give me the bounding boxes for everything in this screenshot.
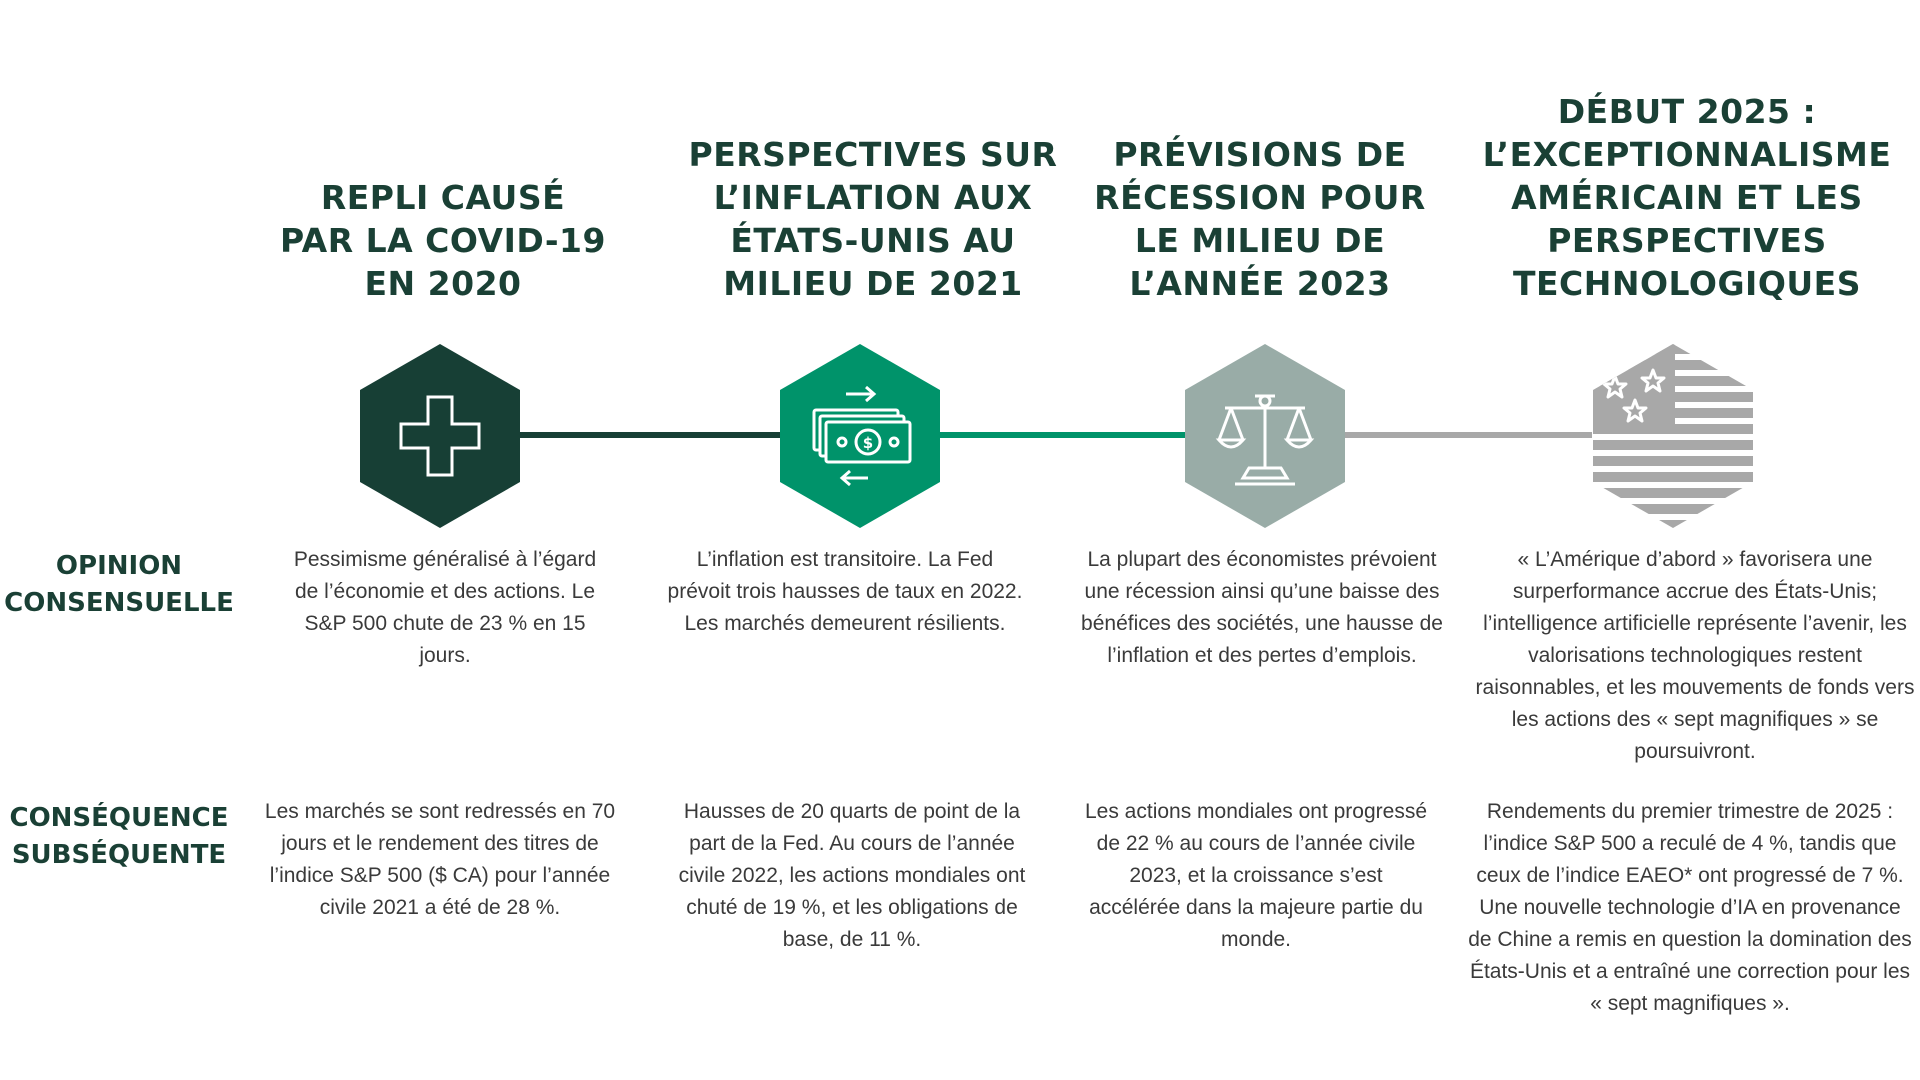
connector-line-1 [510, 432, 790, 438]
heading-recession-2023: PRÉVISIONS DE RÉCESSION POUR LE MILIEU DE L’ANNÉE 2023 [1094, 135, 1426, 303]
svg-text:$: $ [862, 434, 874, 452]
money-exchange-icon [780, 344, 940, 528]
consequence-text-2020: Les marchés se sont redressés en 70 jours et le rendement des titres de l’indice S&P 500 ($ CA) pour l’année civile 2021 a été de 28 %. [264, 800, 616, 919]
consequence-text-2025: Rendements du premier trimestre de 2025 : l’indice S&P 500 a reculé de 4 %, tandis que ceux de l’indice EAEO* ont progressé de 7 %. Une nouvelle technologie d’IA en provenance de Chine a remis en question la domination des États-Unis et a entraîné une correction pour les « sept magnifiques ». [1468, 800, 1912, 1015]
opinion-text-2025: « L’Amérique d’abord » favorisera une surperformance accrue des États-Unis; l’intelligence artificielle représente l’avenir, les valorisations technologiques restent raisonnables, et les mouvements de fonds vers les actions des « sept magnifiques » se poursuivront. [1475, 548, 1915, 763]
medical-cross-icon [360, 344, 520, 528]
consequence-text-2021: Hausses de 20 quarts de point de la part de la Fed. Au cours de l’année civile 2022, les actions mondiales ont chuté de 19 %, et les obligations de base, de 11 %. [678, 800, 1026, 951]
connector-line-3 [1336, 432, 1592, 438]
us-flag-icon [1593, 344, 1753, 528]
opinion-text-2023: La plupart des économistes prévoient une récession ainsi qu’une baisse des bénéfices des sociétés, une hausse de l’inflation et des pertes d’emplois. [1081, 548, 1443, 667]
consequence-text-2023: Les actions mondiales ont progressé de 22 % au cours de l’année civile 2023, et la croissance s’est accélérée dans la majeure partie du monde. [1084, 800, 1428, 951]
balance-scale-icon [1185, 344, 1345, 528]
hexagon-shape [360, 344, 520, 528]
heading-inflation-2021: PERSPECTIVES SUR L’INFLATION AUX ÉTATS-UNIS AU MILIEU DE 2021 [688, 135, 1058, 303]
connector-line-2 [930, 432, 1200, 438]
heading-covid-2020: REPLI CAUSÉ PAR LA COVID-19 EN 2020 [280, 178, 606, 303]
opinion-text-2021: L’inflation est transitoire. La Fed prévoit trois hausses de taux en 2022. Les marchés demeurent résilients. [667, 548, 1023, 635]
row-label-opinion: OPINION CONSENSUELLE [4, 551, 234, 618]
row-label-consequence: CONSÉQUENCE SUBSÉQUENTE [9, 803, 229, 870]
heading-exceptionalism-2025: DÉBUT 2025 : L’EXCEPTIONNALISME AMÉRICAIN ET LES PERSPECTIVES TECHNOLOGIQUES [1482, 92, 1892, 303]
opinion-text-2020: Pessimisme généralisé à l’égard de l’économie et des actions. Le S&P 500 chute de 23 % en 15 jours. [293, 548, 597, 667]
